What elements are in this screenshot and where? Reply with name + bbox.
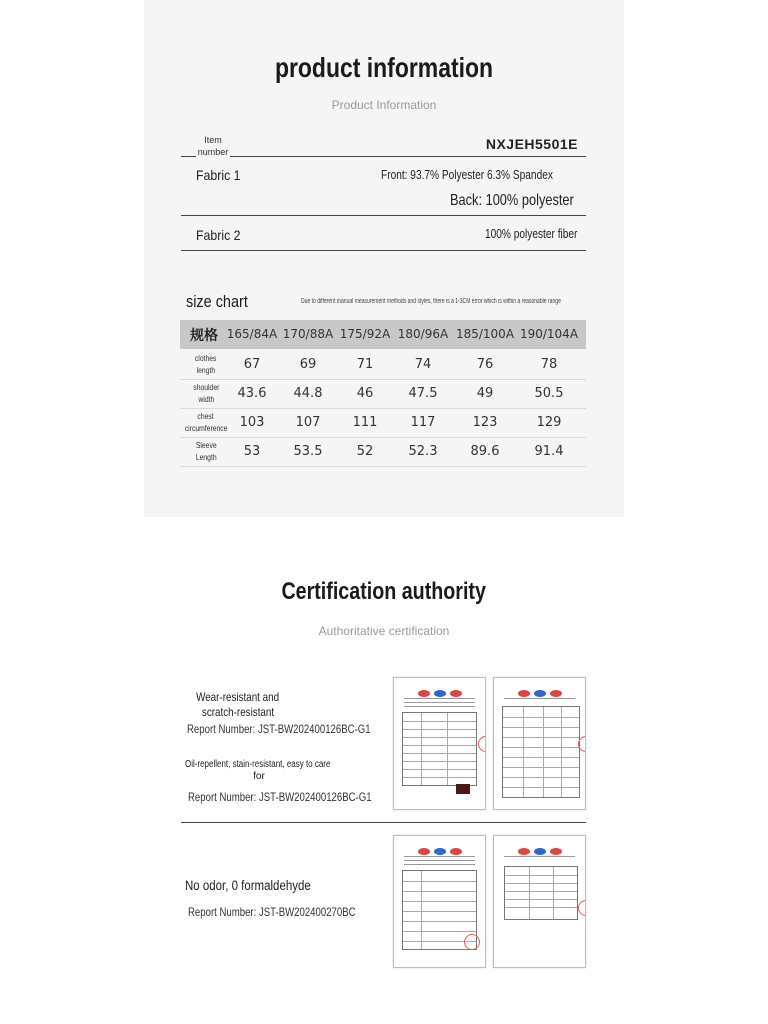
fabric1-front: Front: 93.7% Polyester 6.3% Spandex — [381, 167, 553, 182]
cert2-line1: Oil-repellent, stain-resistant, easy to care — [185, 759, 331, 770]
certification-title: Certification authority — [281, 578, 487, 605]
fabric1-back: Back: 100% polyester — [450, 192, 574, 209]
size-value: 69 — [299, 357, 317, 372]
size-column-header: 190/104A — [519, 327, 579, 341]
size-value: 111 — [352, 415, 378, 430]
size-value: 47.5 — [408, 386, 438, 401]
size-value: 74 — [414, 357, 432, 372]
cert2-line2: for — [253, 771, 265, 782]
size-value: 50.5 — [534, 386, 564, 401]
size-value: 52.3 — [408, 444, 438, 459]
size-value: 43.6 — [237, 386, 267, 401]
size-value: 89.6 — [470, 444, 500, 459]
size-value: 53.5 — [293, 444, 323, 459]
certificate-image — [493, 835, 586, 968]
size-chart-title: size chart — [186, 292, 248, 311]
cert2-report: Report Number: JST-BW202400126BC-G1 — [188, 790, 372, 804]
row-divider — [180, 408, 586, 409]
divider — [230, 156, 586, 157]
size-value: 123 — [472, 415, 498, 430]
row-divider — [180, 437, 586, 438]
size-value: 53 — [243, 444, 261, 459]
cert1-line2: scratch-resistant — [201, 705, 275, 719]
fabric2-value: 100% polyester fiber — [485, 226, 578, 241]
size-row-label: Sleeve Length — [195, 441, 217, 462]
divider — [181, 156, 196, 157]
size-value: 46 — [356, 386, 374, 401]
item-number: NXJEH5501E — [485, 136, 578, 152]
row-divider — [180, 379, 586, 380]
size-value: 129 — [536, 415, 562, 430]
size-row-label: shoulder width — [192, 383, 220, 404]
size-value: 49 — [476, 386, 494, 401]
size-header-label: 规格 — [190, 327, 218, 343]
size-row-label: chest circumference — [184, 412, 228, 433]
divider — [181, 250, 586, 251]
size-value: 78 — [540, 357, 558, 372]
size-column-header: 165/84A — [226, 327, 278, 341]
certification-subtitle: Authoritative certification — [318, 624, 450, 638]
size-row-label: clothes length — [195, 354, 217, 375]
certificate-image — [493, 677, 586, 810]
certificate-image — [393, 835, 486, 968]
size-value: 67 — [243, 357, 261, 372]
size-value: 117 — [410, 415, 436, 430]
cert1-report: Report Number: JST-BW202400126BC-G1 — [187, 722, 371, 736]
size-value: 76 — [476, 357, 494, 372]
size-column-header: 180/96A — [397, 327, 449, 341]
cert1-line1: Wear-resistant and — [196, 690, 280, 704]
size-value: 44.8 — [293, 386, 323, 401]
size-value: 107 — [295, 415, 321, 430]
size-value: 103 — [239, 415, 265, 430]
fabric2-label: Fabric 2 — [196, 227, 241, 243]
cert3-line1: No odor, 0 formaldehyde — [185, 877, 311, 893]
item-label-line2: number — [197, 147, 229, 157]
size-value: 52 — [356, 444, 374, 459]
size-value: 91.4 — [534, 444, 564, 459]
size-chart-note: Due to different manual measurement methods and styles, there is a 1-3CM error which is within a reasonable range — [301, 298, 561, 305]
size-column-header: 170/88A — [282, 327, 334, 341]
size-column-header: 175/92A — [339, 327, 391, 341]
product-info-subtitle: Product Information — [331, 98, 437, 112]
size-value: 71 — [356, 357, 374, 372]
product-info-title: product information — [274, 52, 494, 83]
size-column-header: 185/100A — [455, 327, 515, 341]
certificate-image — [393, 677, 486, 810]
divider — [181, 822, 586, 823]
item-label-line1: Item — [204, 135, 222, 145]
row-divider — [180, 466, 586, 467]
fabric1-label: Fabric 1 — [196, 167, 241, 183]
divider — [181, 215, 586, 216]
cert3-report: Report Number: JST-BW202400270BC — [188, 905, 356, 919]
